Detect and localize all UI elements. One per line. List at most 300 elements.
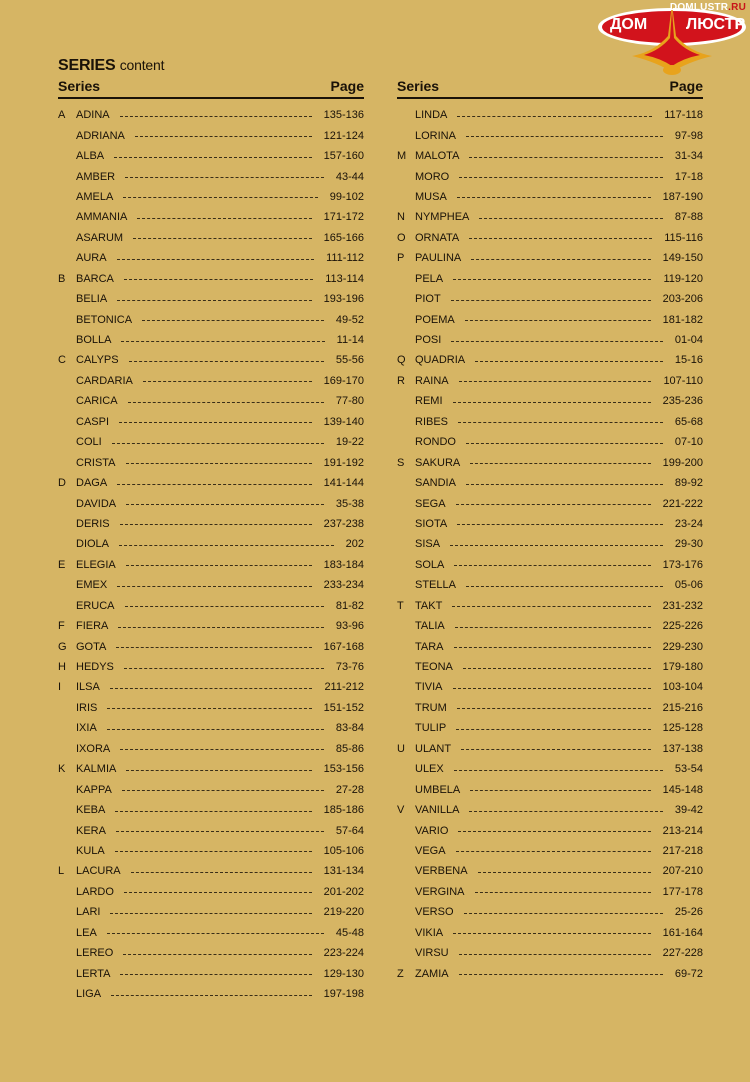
leader-dots — [453, 933, 651, 934]
page-range: 119-120 — [663, 272, 703, 285]
leader-dots — [463, 668, 651, 669]
leader-dots — [466, 443, 663, 444]
leader-dots — [110, 913, 311, 914]
leader-dots — [120, 749, 324, 750]
index-row[interactable] — [397, 963, 703, 983]
index-row[interactable] — [58, 289, 364, 309]
column-header — [58, 78, 364, 99]
index-row[interactable] — [397, 820, 703, 840]
page-range: 135-136 — [323, 109, 364, 122]
page-range: 81-82 — [335, 599, 364, 612]
series-name: SISA — [415, 538, 441, 551]
page-range: 171-172 — [323, 211, 364, 224]
series-name: LERTA — [76, 967, 111, 980]
index-row[interactable] — [397, 636, 703, 656]
series-name: MALOTA — [415, 150, 460, 163]
leader-dots — [116, 647, 311, 648]
index-row[interactable] — [397, 207, 703, 227]
index-row[interactable] — [58, 125, 364, 145]
index-row[interactable] — [397, 800, 703, 820]
series-name: NYMPHEA — [415, 211, 470, 224]
series-name: KULA — [76, 844, 105, 857]
page-range: 103-104 — [662, 681, 703, 694]
page-range: 149-150 — [662, 252, 703, 265]
page-range: 145-148 — [662, 783, 703, 796]
index-letter: Z — [397, 967, 404, 980]
series-name: KEBA — [76, 804, 106, 817]
series-name: LINDA — [415, 109, 448, 122]
index-row[interactable] — [58, 698, 364, 718]
leader-dots — [454, 647, 651, 648]
series-name: ADINA — [76, 109, 110, 122]
page-range: 167-168 — [323, 640, 364, 653]
series-name: PAULINA — [415, 252, 462, 265]
index-row[interactable] — [58, 861, 364, 881]
series-name: ELEGIA — [76, 558, 116, 571]
page-range: 73-76 — [335, 661, 364, 674]
index-row[interactable] — [58, 391, 364, 411]
index-row[interactable] — [58, 207, 364, 227]
index-row[interactable] — [397, 432, 703, 452]
index-row[interactable] — [397, 534, 703, 554]
series-name: KALMIA — [76, 763, 117, 776]
index-list — [58, 105, 364, 1004]
page-range: 05-06 — [674, 579, 703, 592]
index-letter: C — [58, 354, 66, 367]
page-range: 01-04 — [674, 334, 703, 347]
index-row[interactable] — [397, 841, 703, 861]
leader-dots — [128, 402, 324, 403]
leader-dots — [115, 811, 311, 812]
series-name: VIKIA — [415, 926, 444, 939]
index-row[interactable] — [397, 228, 703, 248]
leader-dots — [479, 218, 662, 219]
page-range: 99-102 — [329, 190, 364, 203]
index-letter: T — [397, 599, 404, 612]
index-row[interactable] — [397, 391, 703, 411]
leader-dots — [126, 770, 311, 771]
series-header: Series — [58, 78, 101, 94]
series-name: KAPPA — [76, 783, 112, 796]
index-row[interactable] — [58, 739, 364, 759]
series-name: ERUCA — [76, 599, 115, 612]
index-row[interactable] — [397, 575, 703, 595]
leader-dots — [133, 238, 312, 239]
page-range: 97-98 — [674, 129, 703, 142]
series-name: VERGINA — [415, 885, 465, 898]
page-range: 19-22 — [335, 436, 364, 449]
series-name: BOLLA — [76, 334, 112, 347]
index-row[interactable] — [397, 473, 703, 493]
page-range: 197-198 — [323, 988, 364, 1001]
index-row[interactable] — [397, 596, 703, 616]
series-name: LACURA — [76, 865, 121, 878]
index-row[interactable] — [397, 923, 703, 943]
page-range: 173-176 — [662, 558, 703, 571]
index-row[interactable] — [397, 350, 703, 370]
page-range: 169-170 — [323, 374, 364, 387]
series-name: EMEX — [76, 579, 108, 592]
page-range: 161-164 — [662, 926, 703, 939]
series-name: ADRIANA — [76, 129, 125, 142]
leader-dots — [115, 851, 312, 852]
series-name: CASPI — [76, 415, 110, 428]
page-range: 131-134 — [323, 865, 364, 878]
index-row[interactable] — [58, 228, 364, 248]
page-range: 89-92 — [674, 477, 703, 490]
leader-dots — [470, 463, 650, 464]
index-row[interactable] — [58, 943, 364, 963]
index-row[interactable] — [58, 187, 364, 207]
page-range: 39-42 — [674, 804, 703, 817]
series-name: ALBA — [76, 150, 105, 163]
page-range: 45-48 — [335, 926, 364, 939]
page-range: 57-64 — [335, 824, 364, 837]
page-range: 153-156 — [323, 763, 364, 776]
leader-dots — [114, 157, 311, 158]
leader-dots — [471, 259, 650, 260]
index-row[interactable] — [58, 269, 364, 289]
page-range: 213-214 — [662, 824, 703, 837]
leader-dots — [478, 872, 651, 873]
index-row[interactable] — [397, 555, 703, 575]
index-row[interactable] — [397, 943, 703, 963]
index-row[interactable] — [58, 452, 364, 472]
series-name: TEONA — [415, 661, 453, 674]
series-name: KERA — [76, 824, 106, 837]
leader-dots — [469, 811, 662, 812]
series-name: TARA — [415, 640, 444, 653]
page-range: 207-210 — [662, 865, 703, 878]
index-letter: Q — [397, 354, 406, 367]
page-range: 217-218 — [662, 844, 703, 857]
series-name: DIOLA — [76, 538, 110, 551]
series-name: SAKURA — [415, 456, 461, 469]
page-range: 115-116 — [664, 231, 703, 244]
series-name: AMBER — [76, 170, 116, 183]
index-row[interactable] — [58, 657, 364, 677]
index-row[interactable] — [58, 779, 364, 799]
index-row[interactable] — [58, 882, 364, 902]
series-name: VARIO — [415, 824, 449, 837]
page-range: 69-72 — [674, 967, 703, 980]
page-range: 231-232 — [662, 599, 703, 612]
index-row[interactable] — [397, 718, 703, 738]
leader-dots — [135, 136, 312, 137]
leader-dots — [475, 361, 663, 362]
index-row[interactable] — [58, 432, 364, 452]
leader-dots — [466, 484, 663, 485]
leader-dots — [122, 790, 324, 791]
page-range: 215-216 — [662, 701, 703, 714]
page-range: 202 — [345, 538, 364, 551]
index-letter: K — [58, 763, 66, 776]
series-name: SEGA — [415, 497, 446, 510]
leader-dots — [107, 933, 324, 934]
leader-dots — [131, 872, 312, 873]
series-name: VEGA — [415, 844, 446, 857]
index-row[interactable] — [397, 657, 703, 677]
series-name: HEDYS — [76, 661, 114, 674]
index-row[interactable] — [58, 534, 364, 554]
index-row[interactable] — [397, 187, 703, 207]
page-range: 77-80 — [335, 395, 364, 408]
leader-dots — [454, 770, 663, 771]
logo-word-right: ЛЮСТР — [686, 16, 746, 33]
index-row[interactable] — [58, 371, 364, 391]
index-letter: B — [58, 272, 66, 285]
leader-dots — [459, 974, 663, 975]
series-name: LIGA — [76, 988, 102, 1001]
series-name: PELA — [415, 272, 444, 285]
index-row[interactable] — [58, 350, 364, 370]
page-range: 85-86 — [335, 742, 364, 755]
leader-dots — [469, 157, 662, 158]
leader-dots — [465, 320, 651, 321]
index-row[interactable] — [397, 412, 703, 432]
leader-dots — [119, 545, 334, 546]
leader-dots — [110, 688, 313, 689]
index-row[interactable] — [397, 514, 703, 534]
series-name: TIVIA — [415, 681, 443, 694]
series-name: TULIP — [415, 722, 447, 735]
page-range: 53-54 — [674, 763, 703, 776]
logo[interactable] — [596, 0, 750, 78]
index-row[interactable] — [58, 555, 364, 575]
index-row[interactable] — [58, 759, 364, 779]
leader-dots — [457, 708, 651, 709]
index-row[interactable] — [58, 800, 364, 820]
leader-dots — [142, 320, 324, 321]
series-name: CALYPS — [76, 354, 119, 367]
page-header: Page — [330, 78, 364, 94]
page-range: 181-182 — [662, 313, 703, 326]
index-row[interactable] — [397, 882, 703, 902]
page-range: 113-114 — [325, 272, 364, 285]
leader-dots — [125, 606, 324, 607]
series-name: QUADRIA — [415, 354, 466, 367]
index-row[interactable] — [58, 820, 364, 840]
index-letter: L — [58, 865, 65, 878]
page-range: 219-220 — [323, 906, 364, 919]
index-row[interactable] — [397, 248, 703, 268]
leader-dots — [123, 197, 317, 198]
column-header — [397, 78, 703, 99]
index-row[interactable] — [397, 452, 703, 472]
index-row[interactable] — [397, 493, 703, 513]
index-letter: M — [397, 150, 407, 163]
page-range: 157-160 — [323, 150, 364, 163]
series-name: AMELA — [76, 190, 114, 203]
page-range: 233-234 — [323, 579, 364, 592]
index-row[interactable] — [58, 105, 364, 125]
index-row[interactable] — [58, 902, 364, 922]
leader-dots — [453, 279, 651, 280]
leader-dots — [456, 504, 651, 505]
leader-dots — [456, 729, 650, 730]
index-row[interactable] — [58, 984, 364, 1004]
page-range: 49-52 — [335, 313, 364, 326]
index-row[interactable] — [397, 146, 703, 166]
series-name: DAVIDA — [76, 497, 117, 510]
leader-dots — [455, 627, 651, 628]
index-row[interactable] — [58, 166, 364, 186]
series-name: RIBES — [415, 415, 449, 428]
page-range: 111-112 — [326, 252, 364, 265]
index-row[interactable] — [58, 514, 364, 534]
index-row[interactable] — [58, 493, 364, 513]
index-row[interactable] — [397, 698, 703, 718]
series-name: LARDO — [76, 885, 114, 898]
page-range: 203-206 — [662, 293, 703, 306]
index-row[interactable] — [58, 575, 364, 595]
leader-dots — [457, 197, 651, 198]
index-row[interactable] — [397, 125, 703, 145]
leader-dots — [126, 504, 324, 505]
leader-dots — [117, 484, 311, 485]
leader-dots — [129, 361, 324, 362]
series-name: IRIS — [76, 701, 98, 714]
index-row[interactable] — [397, 269, 703, 289]
index-row[interactable] — [397, 371, 703, 391]
page-range: 225-226 — [662, 620, 703, 633]
series-name: TALIA — [415, 620, 445, 633]
leader-dots — [457, 116, 652, 117]
page-range: 11-14 — [336, 334, 364, 347]
leader-dots — [123, 954, 311, 955]
page-range: 27-28 — [335, 783, 364, 796]
page-range: 121-124 — [323, 129, 364, 142]
series-name: VIRSU — [415, 947, 449, 960]
series-name: MUSA — [415, 190, 447, 203]
leader-dots — [107, 729, 324, 730]
index-row[interactable] — [397, 902, 703, 922]
index-row[interactable] — [397, 861, 703, 881]
index-row[interactable] — [58, 473, 364, 493]
leader-dots — [107, 708, 311, 709]
title-sub: content — [119, 57, 165, 73]
index-row[interactable] — [397, 616, 703, 636]
page-range: 199-200 — [662, 456, 703, 469]
series-name: BARCA — [76, 272, 114, 285]
index-row[interactable] — [397, 330, 703, 350]
series-name: POEMA — [415, 313, 455, 326]
index-row[interactable] — [397, 289, 703, 309]
index-letter: P — [397, 252, 405, 265]
page-range: 151-152 — [323, 701, 364, 714]
page-range: 87-88 — [674, 211, 703, 224]
page-range: 141-144 — [323, 477, 364, 490]
page-header: Page — [669, 78, 703, 94]
index-row[interactable] — [58, 963, 364, 983]
leader-dots — [124, 668, 324, 669]
page-range: 139-140 — [323, 415, 364, 428]
index-row[interactable] — [58, 330, 364, 350]
leader-dots — [454, 565, 650, 566]
leader-dots — [126, 565, 312, 566]
index-letter: G — [58, 640, 67, 653]
index-row[interactable] — [397, 739, 703, 759]
leader-dots — [116, 831, 324, 832]
leader-dots — [451, 341, 663, 342]
page-range: 221-222 — [662, 497, 703, 510]
series-name: SANDIA — [415, 477, 456, 490]
series-name: ASARUM — [76, 231, 124, 244]
leader-dots — [117, 259, 315, 260]
page-range: 17-18 — [674, 170, 703, 183]
page-range: 237-238 — [323, 517, 364, 530]
index-row[interactable] — [58, 248, 364, 268]
page-range: 15-16 — [674, 354, 703, 367]
leader-dots — [459, 177, 663, 178]
index-row[interactable] — [58, 718, 364, 738]
leader-dots — [469, 238, 652, 239]
page-range: 185-186 — [323, 804, 364, 817]
series-name: COLI — [76, 436, 102, 449]
series-name: BELIA — [76, 293, 108, 306]
index-row[interactable] — [397, 166, 703, 186]
page-range: 235-236 — [662, 395, 703, 408]
index-row[interactable] — [58, 596, 364, 616]
leader-dots — [461, 749, 651, 750]
index-row[interactable] — [58, 923, 364, 943]
leader-dots — [451, 300, 651, 301]
leader-dots — [121, 341, 324, 342]
index-row[interactable] — [397, 105, 703, 125]
index-row[interactable] — [397, 677, 703, 697]
index-letter: S — [397, 456, 405, 469]
page-range: 105-106 — [323, 844, 364, 857]
leader-dots — [143, 381, 312, 382]
index-row[interactable] — [397, 779, 703, 799]
index-row[interactable] — [58, 841, 364, 861]
index-row[interactable] — [397, 759, 703, 779]
leader-dots — [125, 177, 324, 178]
index-row[interactable] — [58, 677, 364, 697]
page-range: 83-84 — [335, 722, 364, 735]
logo-word-left: ДОМ — [610, 16, 648, 33]
index-letter: F — [58, 620, 65, 633]
index-row[interactable] — [58, 146, 364, 166]
series-name: SOLA — [415, 558, 445, 571]
leader-dots — [120, 974, 311, 975]
index-row[interactable] — [397, 309, 703, 329]
index-list — [397, 105, 703, 984]
page-range: 117-118 — [664, 109, 703, 122]
series-name: REMI — [415, 395, 443, 408]
series-name: ORNATA — [415, 231, 460, 244]
index-letter: N — [397, 211, 405, 224]
index-row[interactable] — [58, 412, 364, 432]
index-row[interactable] — [58, 636, 364, 656]
column-left — [58, 78, 364, 1004]
page-range: 125-128 — [662, 722, 703, 735]
index-row[interactable] — [58, 309, 364, 329]
index-row[interactable] — [58, 616, 364, 636]
series-name: STELLA — [415, 579, 456, 592]
title-main: SERIES — [58, 57, 116, 74]
leader-dots — [459, 954, 651, 955]
leader-dots — [475, 892, 651, 893]
series-name: POSI — [415, 334, 442, 347]
page-range: 55-56 — [335, 354, 364, 367]
series-name: TAKT — [415, 599, 443, 612]
leader-dots — [111, 995, 312, 996]
leader-dots — [466, 586, 663, 587]
page-range: 107-110 — [663, 374, 703, 387]
series-name: FIERA — [76, 620, 109, 633]
page-range: 35-38 — [335, 497, 364, 510]
